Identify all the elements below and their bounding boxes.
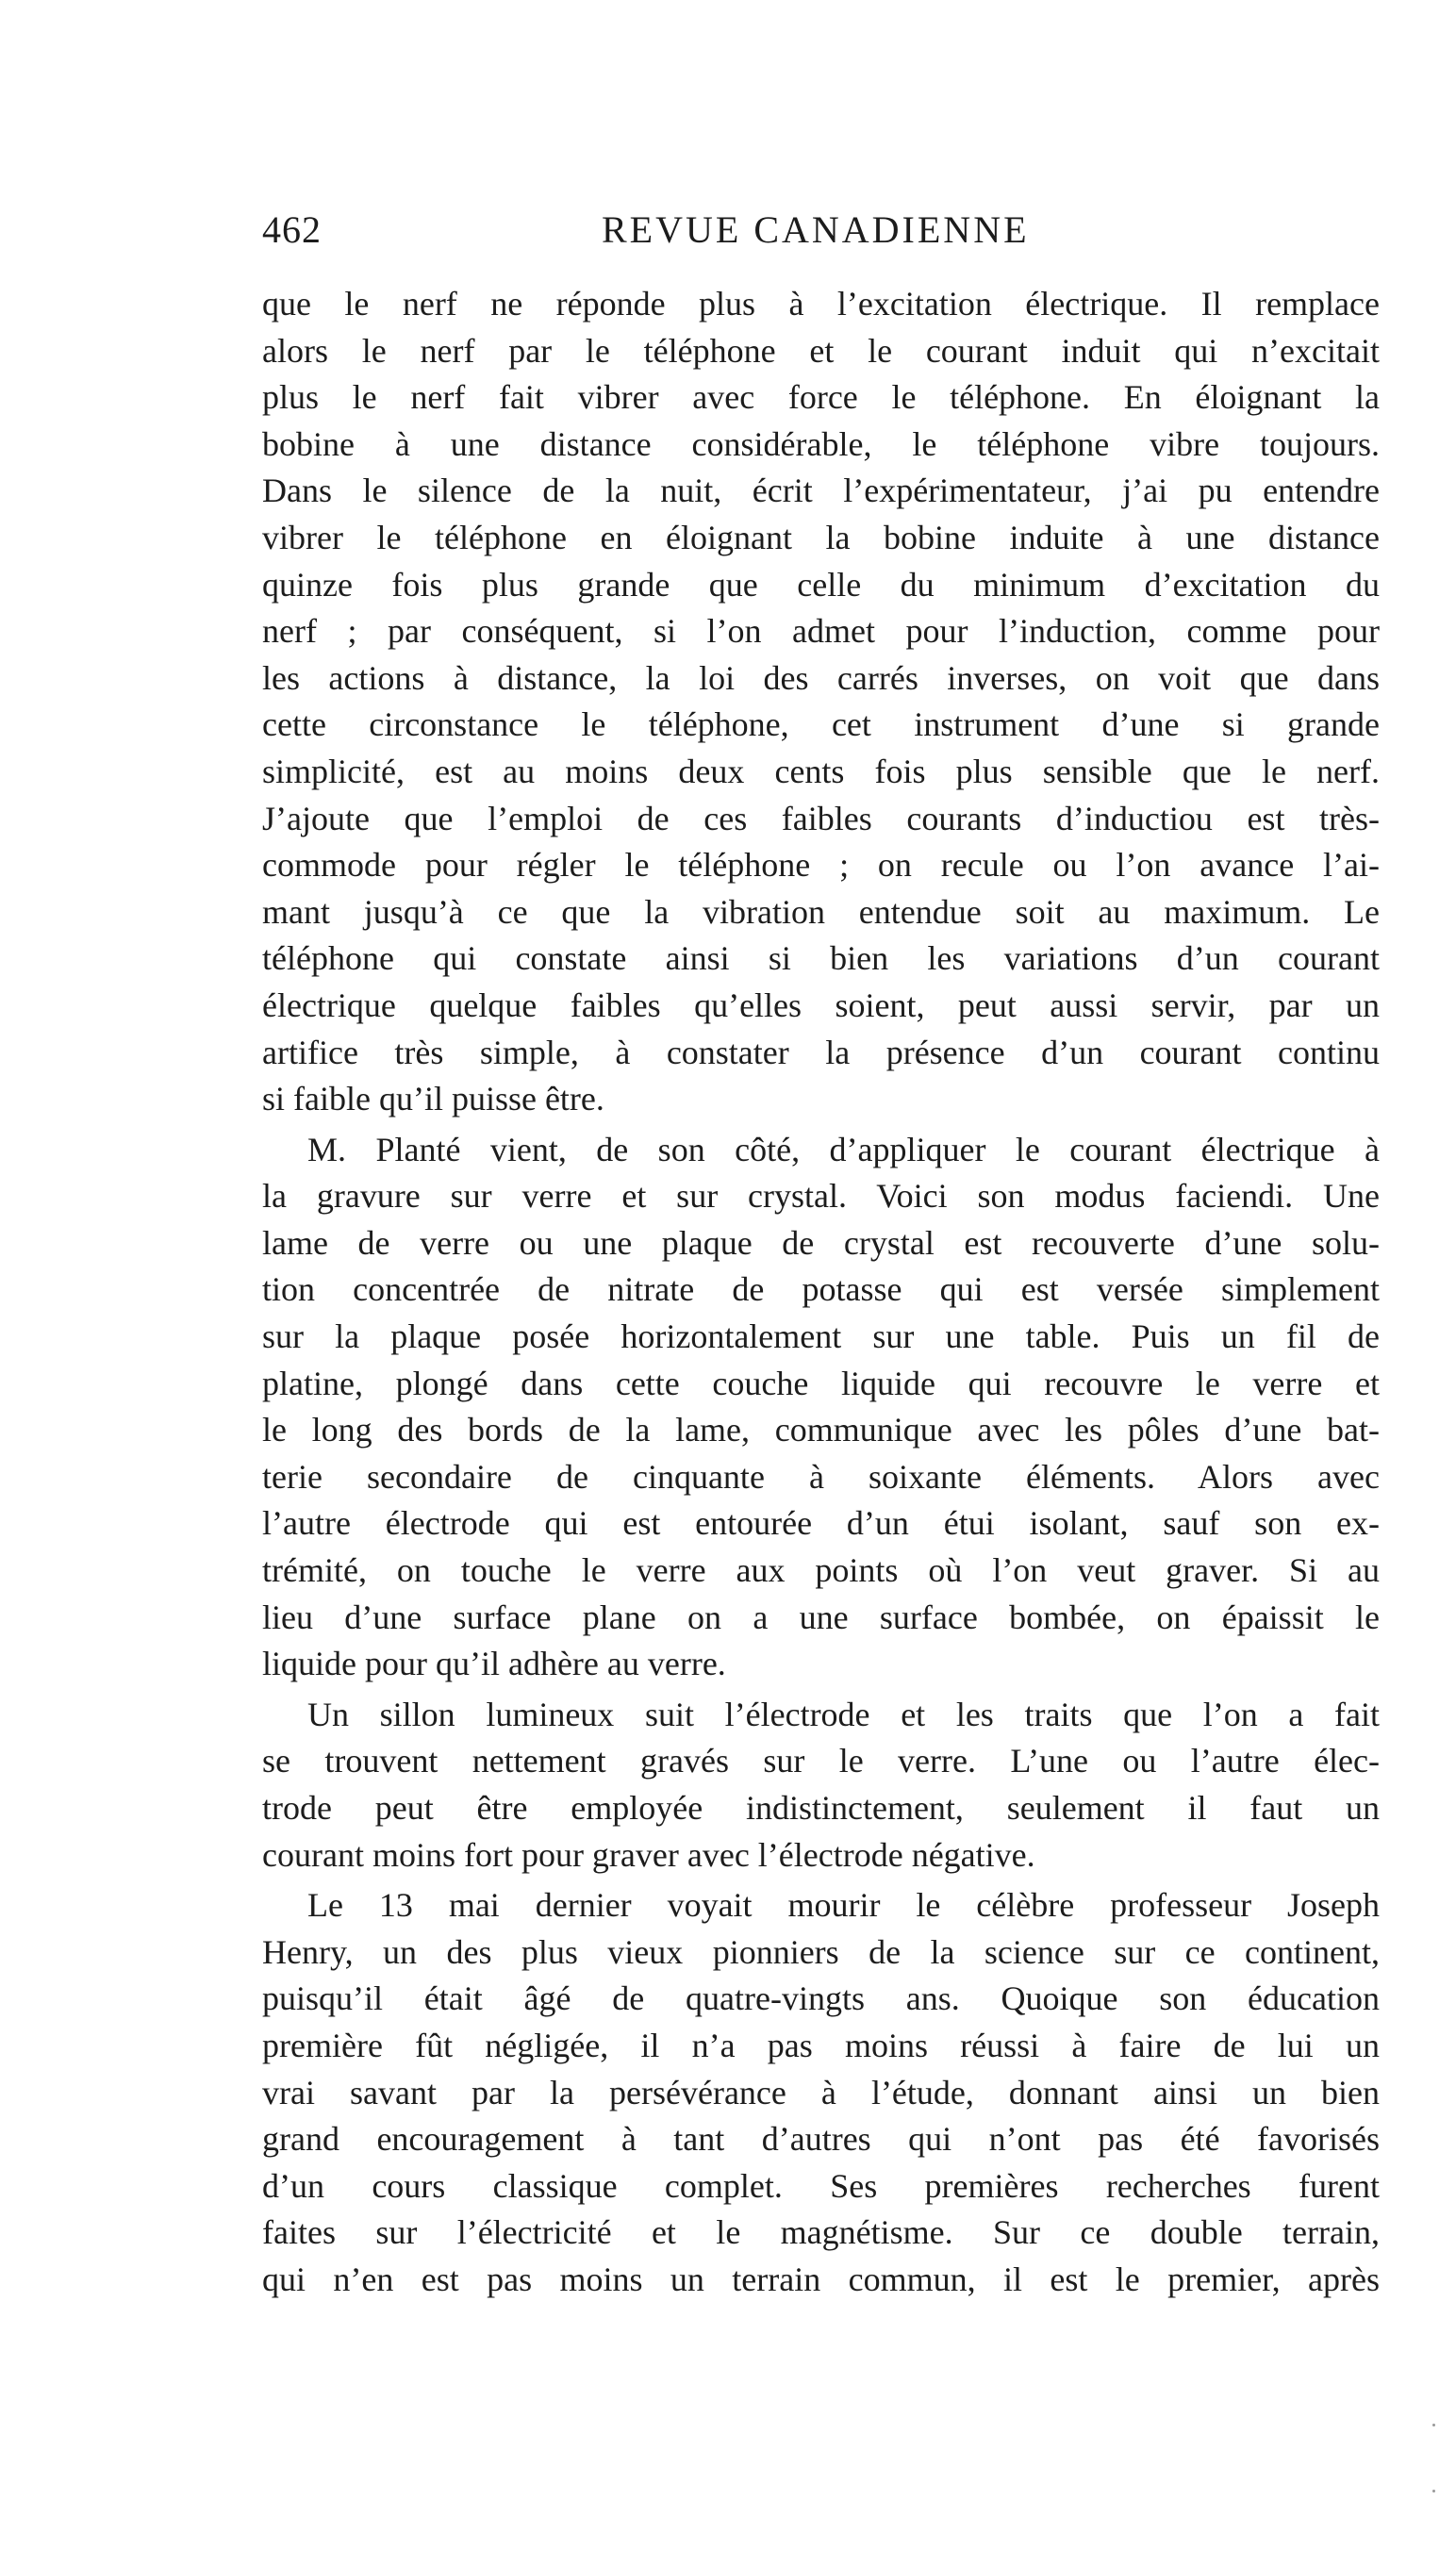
text-line: sur la plaque posée horizontalement sur une table. Puis un fil de	[262, 1317, 1380, 1356]
text-line: si faible qu’il puisse être.	[262, 1080, 604, 1118]
paragraph-3	[262, 1692, 1380, 1879]
scan-speck	[1432, 2490, 1435, 2492]
text-line: quinze fois plus grande que celle du minimum d’excitation du	[262, 565, 1380, 604]
text-line: puisqu’il était âgé de quatre-vingts ans. Quoique son éducation	[262, 1979, 1380, 2018]
text-line: platine, plongé dans cette couche liquide qui recouvre le verre et	[262, 1364, 1380, 1402]
running-title: REVUE CANADIENNE	[602, 208, 1030, 251]
text-line: simplicité, est au moins deux cents fois plus sensible que le nerf.	[262, 752, 1380, 790]
text-line: électrique quelque faibles qu’elles soient, peut aussi servir, par un	[262, 985, 1380, 1024]
paragraph-1	[262, 281, 1380, 1123]
text-line: faites sur l’électricité et le magnétisme. Sur ce double terrain,	[262, 2213, 1380, 2252]
page-header	[262, 207, 1394, 264]
text-line: vrai savant par la persévérance à l’étude, donnant ainsi un bien	[262, 2073, 1380, 2111]
text-line: Un sillon lumineux suit l’électrode et les traits que l’on a fait	[307, 1695, 1380, 1733]
paragraph-2	[262, 1127, 1380, 1688]
text-line: courant moins fort pour graver avec l’électrode négative.	[262, 1835, 1035, 1874]
text-line: l’autre électrode qui est entourée d’un étui isolant, sauf son ex-	[262, 1504, 1380, 1543]
text-line: Dans le silence de la nuit, écrit l’expérimentateur, j’ai pu entendre	[262, 472, 1380, 510]
text-line: bobine à une distance considérable, le téléphone vibre toujours.	[262, 424, 1380, 463]
page-number: 462	[262, 208, 322, 251]
text-line: lieu d’une surface plane on a une surface bombée, on épaissit le	[262, 1598, 1380, 1636]
text-line: nerf ; par conséquent, si l’on admet pour l’induction, comme pour	[262, 612, 1380, 651]
text-line: les actions à distance, la loi des carrés inverses, on voit que dans	[262, 658, 1380, 697]
text-line: cette circonstance le téléphone, cet instrument d’une si grande	[262, 705, 1380, 744]
text-line: d’un cours classique complet. Ses premières recherches furent	[262, 2166, 1380, 2205]
text-line: tion concentrée de nitrate de potasse qui est versée simplement	[262, 1270, 1380, 1309]
text-line: commode pour régler le téléphone ; on recule ou l’on avance l’ai-	[262, 846, 1380, 885]
scan-speck	[1432, 2424, 1435, 2426]
text-line: que le nerf ne réponde plus à l’excitation électrique. Il remplace	[262, 285, 1380, 323]
text-line: trémité, on touche le verre aux points où l’on veut graver. Si au	[262, 1551, 1380, 1590]
text-line: lame de verre ou une plaque de crystal est recouverte d’une solu-	[262, 1223, 1380, 1262]
text-line: qui n’en est pas moins un terrain commun, il est le premier, après	[262, 2260, 1380, 2298]
text-line: se trouvent nettement gravés sur le verre. L’une ou l’autre élec-	[262, 1742, 1380, 1780]
text-line: première fût négligée, il n’a pas moins réussi à faire de lui un	[262, 2026, 1380, 2064]
text-line: J’ajoute que l’emploi de ces faibles courants d’inductiou est très-	[262, 799, 1380, 837]
text-line: grand encouragement à tant d’autres qui n’ont pas été favorisés	[262, 2120, 1380, 2159]
text-line: Henry, un des plus vieux pionniers de la science sur ce continent,	[262, 1932, 1380, 1971]
text-line: artifice très simple, à constater la présence d’un courant continu	[262, 1033, 1380, 1071]
text-line: la gravure sur verre et sur crystal. Voici son modus faciendi. Une	[262, 1177, 1380, 1216]
text-line: Le 13 mai dernier voyait mourir le célèbre professeur Joseph	[307, 1886, 1380, 1925]
text-line: téléphone qui constate ainsi si bien les variations d’un courant	[262, 939, 1380, 978]
text-line: trode peut être employée indistinctement, seulement il faut un	[262, 1789, 1380, 1827]
paragraph-4	[262, 1882, 1380, 2303]
text-line: mant jusqu’à ce que la vibration entendue soit au maximum. Le	[262, 892, 1380, 931]
body-text	[262, 281, 1380, 2308]
text-line: le long des bords de la lame, communique avec les pôles d’une bat-	[262, 1411, 1380, 1449]
text-line: vibrer le téléphone en éloignant la bobine induite à une distance	[262, 518, 1380, 556]
text-line: plus le nerf fait vibrer avec force le téléphone. En éloignant la	[262, 378, 1380, 417]
text-line: liquide pour qu’il adhère au verre.	[262, 1645, 726, 1683]
text-line: alors le nerf par le téléphone et le courant induit qui n’excitait	[262, 331, 1380, 370]
text-line: M. Planté vient, de son côté, d’appliquer le courant électrique à	[307, 1130, 1380, 1168]
text-line: terie secondaire de cinquante à soixante éléments. Alors avec	[262, 1457, 1380, 1496]
